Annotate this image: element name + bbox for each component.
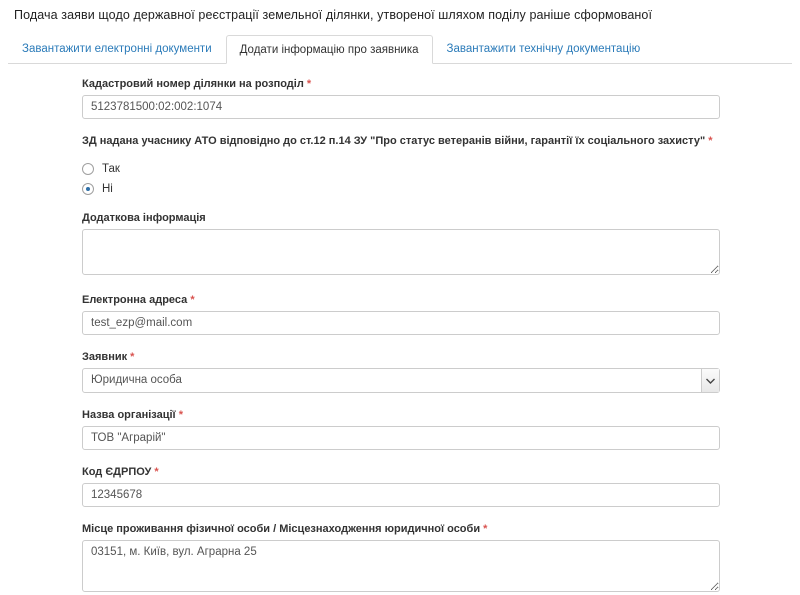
cadastral-number-label	[0, 78, 800, 90]
address-label	[0, 523, 800, 535]
chevron-down-icon[interactable]	[701, 369, 719, 392]
field-extra-information	[0, 212, 800, 278]
edrpou-code-label	[0, 466, 800, 478]
required-marker: *	[178, 409, 183, 421]
required-marker: *	[154, 466, 159, 478]
edrpou-code-label-text: Код ЄДРПОУ	[82, 466, 152, 478]
field-edrpou-code	[0, 466, 800, 507]
radio-yes-icon[interactable]	[82, 163, 94, 175]
tab-upload-technical-documentation[interactable]: Завантажити технічну документацію	[446, 43, 641, 55]
applicant-type-select[interactable]	[82, 368, 720, 393]
organization-name-label	[0, 409, 800, 421]
email-label	[0, 294, 800, 306]
page-title: Подача заяви щодо державної реєстрації земельної ділянки, утвореної шляхом поділу раніше сформованої	[14, 8, 653, 22]
organization-name-label-text: Назва організації	[82, 409, 176, 421]
extra-information-textarea[interactable]	[82, 229, 720, 275]
field-cadastral-number	[0, 78, 800, 119]
organization-name-input[interactable]	[82, 426, 720, 450]
required-marker: *	[306, 78, 312, 90]
email-label-text: Електронна адреса	[82, 294, 188, 306]
required-marker: *	[130, 351, 135, 363]
field-address	[0, 523, 800, 595]
required-marker: *	[708, 135, 713, 147]
ato-status-label-text: ЗД надана учаснику АТО відповідно до ст.12 п.14 ЗУ "Про статус ветеранів війни, гарантії їх соціального захисту"	[82, 135, 706, 147]
cadastral-number-input[interactable]	[82, 95, 720, 119]
tab-upload-electronic-documents[interactable]: Завантажити електронні документи	[22, 43, 212, 55]
tab-applicant-info[interactable]: Додати інформацію про заявника	[226, 35, 433, 64]
field-email	[0, 294, 800, 335]
required-marker: *	[483, 523, 488, 535]
applicant-form	[0, 64, 800, 595]
edrpou-code-input[interactable]	[82, 483, 720, 507]
field-applicant-type	[0, 351, 800, 393]
field-ato-status	[0, 135, 800, 198]
radio-yes-label: Так	[102, 163, 120, 175]
tab-bar	[8, 34, 792, 64]
field-organization-name	[0, 409, 800, 450]
address-label-text: Місце проживання фізичної особи / Місцезнаходження юридичної особи	[82, 523, 481, 535]
address-textarea[interactable]	[82, 540, 720, 592]
applicant-type-selected-value[interactable]: Юридична особа	[82, 368, 720, 393]
applicant-type-label-text: Заявник	[82, 351, 128, 363]
required-marker: *	[190, 294, 195, 306]
cadastral-number-label-text: Кадастровий номер ділянки на розподіл	[82, 78, 304, 90]
extra-information-label: Додаткова інформація	[82, 212, 206, 224]
email-input[interactable]	[82, 311, 720, 335]
radio-option-no[interactable]	[0, 180, 800, 198]
radio-no-icon[interactable]	[82, 183, 94, 195]
ato-status-label	[0, 135, 800, 147]
radio-no-label: Ні	[102, 183, 113, 195]
radio-option-yes[interactable]	[0, 160, 800, 178]
applicant-type-label	[0, 351, 800, 363]
